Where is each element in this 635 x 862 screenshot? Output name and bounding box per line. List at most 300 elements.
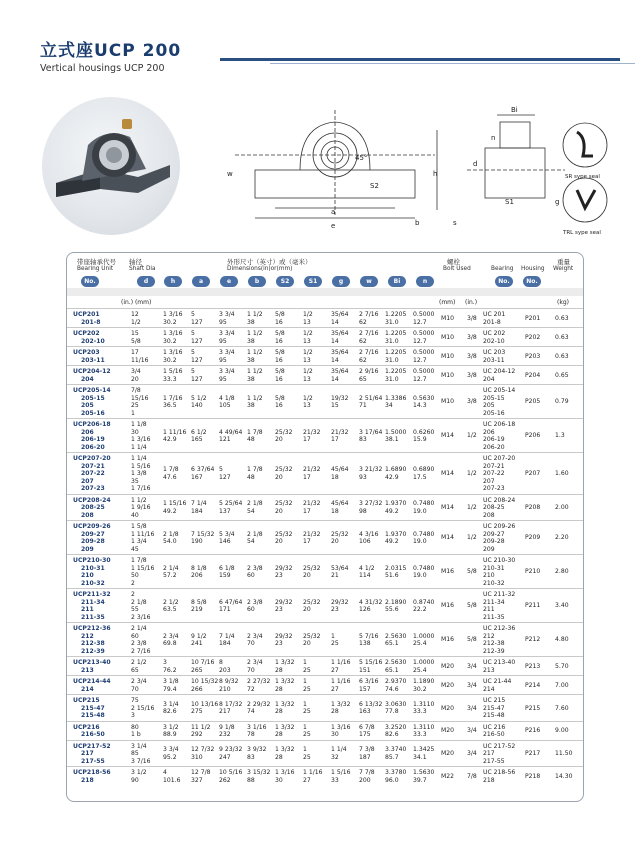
table-cell: 2 1/4 (131, 625, 147, 632)
table-cell: 8 1/8 (191, 564, 207, 572)
page-header (40, 36, 600, 74)
table-cell: 203 (219, 666, 231, 674)
table-cell: 6 47/64 (219, 598, 243, 606)
table-cell: UCP205-14 (73, 387, 111, 394)
table-cell: 215-47 (81, 704, 105, 712)
table-cell: 77.8 (385, 708, 399, 716)
table-cell: UCP213-40 (73, 659, 111, 666)
table-row (67, 656, 583, 675)
table-cell: 1 1/2 (247, 349, 263, 356)
table-cell: 17 (331, 436, 339, 443)
table-cell: 71 (359, 402, 367, 409)
table-cell: 25/32 (275, 500, 293, 508)
table-cell: UC 206-18 (483, 421, 516, 428)
table-cell: 65.1 (385, 640, 399, 647)
pill-5: b (248, 276, 266, 287)
table-cell: 3.40 (555, 602, 569, 610)
table-cell: 157 (359, 685, 371, 693)
table-row (67, 675, 583, 694)
table-cell: 105 (219, 402, 231, 409)
table-cell: 1 1/2 (247, 311, 263, 318)
table-cell: 10 5/16 (219, 769, 243, 776)
table-cell: 2 3/8 (131, 640, 147, 647)
table-cell: 2 27/32 (247, 678, 271, 685)
table-cell: 1 7/16 (163, 394, 183, 402)
table-cell: UC 215 (483, 697, 506, 704)
table-cell: 3 27/32 (359, 500, 383, 508)
table-cell: 0.5000 (413, 349, 435, 356)
table-cell: UCP207-20 (73, 455, 111, 462)
table-cell: 23 (275, 640, 283, 647)
table-cell: 23 (331, 606, 339, 613)
table-cell: UC 203 (483, 349, 506, 356)
table-cell: 40 (131, 511, 139, 519)
table-cell: 0.5000 (413, 311, 435, 318)
table-cell: 38.1 (385, 436, 399, 443)
label-h: h (433, 170, 438, 178)
table-cell: 1 1/4 (331, 746, 347, 754)
table-cell: 3 3/4 (219, 330, 235, 337)
table-cell: 275 (191, 708, 203, 716)
table-cell: 48 (247, 436, 255, 443)
table-cell: 10 15/32 (191, 678, 219, 685)
table-cell: 0.5000 (413, 330, 435, 337)
table-cell: P218 (525, 772, 541, 780)
table-cell: 211 (483, 606, 495, 613)
table-cell: 3 17/64 (359, 428, 383, 436)
table-cell: 213 (81, 666, 94, 674)
table-cell: 206 (483, 428, 495, 436)
table-cell: UCP211-32 (73, 591, 111, 598)
table-cell: 211-35 (81, 613, 105, 621)
table-cell: M14 (441, 504, 455, 511)
table-cell: 22.2 (413, 606, 427, 613)
table-row (67, 694, 583, 721)
table-cell: 14 (331, 318, 339, 326)
table-cell: M14 (441, 470, 455, 477)
table-cell: 29/32 (275, 564, 293, 572)
table-cell: 3/4 (467, 681, 477, 689)
label-e: e (331, 222, 336, 230)
table-cell: 82.6 (163, 708, 177, 716)
table-cell: UC 21-44 (483, 678, 512, 685)
table-cell: 1.6890 (385, 466, 407, 474)
table-cell: 25/32 (303, 632, 321, 640)
table-cell: 1/2 (303, 394, 313, 402)
table-cell: 7/8 (131, 387, 141, 394)
table-cell: 10 7/16 (191, 659, 215, 666)
table-cell: 127 (219, 473, 231, 481)
header-band (67, 288, 583, 296)
table-cell: 209-28 (81, 538, 105, 545)
table-cell: 2.20 (555, 534, 569, 542)
table-cell: 1 7/16 (131, 485, 151, 492)
table-cell: 5/8 (467, 568, 477, 576)
table-row (67, 494, 583, 521)
label-d: d (473, 160, 478, 168)
table-cell: UC 212-36 (483, 625, 516, 632)
table-cell: 16 (275, 337, 283, 345)
table-cell: 0.7480 (413, 564, 435, 572)
table-cell: 17 (303, 507, 311, 515)
table-cell: 31.0 (385, 337, 399, 345)
pill-7: S1 (304, 276, 322, 287)
table-cell: 209-27 (81, 530, 105, 538)
table-cell: 11.50 (555, 750, 573, 757)
table-cell: 72 (247, 685, 255, 693)
table-cell: 1 1/4 (131, 443, 147, 451)
table-cell: 80 (131, 723, 139, 731)
table-cell: 210 (219, 685, 231, 693)
table-cell: 2 (131, 579, 135, 587)
table-cell: 2 7/16 (131, 647, 151, 655)
table-cell: 212-38 (81, 640, 105, 647)
table-cell: 20 (275, 507, 283, 515)
pill-8: g (332, 276, 350, 287)
table-cell: 211-34 (81, 598, 105, 606)
table-cell: 1 1/2 (247, 368, 263, 375)
table-cell: 1/2 (303, 349, 313, 356)
table-cell: 2.00 (555, 504, 569, 511)
label-b: b (415, 219, 420, 227)
table-cell: P215 (525, 704, 541, 712)
table-cell: 25/32 (303, 564, 321, 572)
table-cell: 29/32 (331, 598, 349, 606)
table-cell: 1.5000 (385, 428, 407, 436)
table-cell: 20 (331, 538, 339, 545)
table-cell: 21/32 (303, 500, 321, 508)
table-cell: 2 3/16 (131, 613, 151, 621)
table-cell: 1 (331, 632, 335, 640)
trl-seal-label: TRL sype seal (563, 230, 601, 236)
table-cell: 211 (81, 606, 94, 613)
table-cell: 4 49/64 (219, 428, 243, 436)
table-cell: 6 7/8 (359, 723, 375, 731)
table-cell: 2 1/4 (163, 564, 179, 572)
label-a: a (331, 208, 336, 216)
table-cell: 1/2 (467, 470, 477, 477)
table-cell: 2.9370 (385, 678, 407, 685)
table-cell: 206 (191, 572, 203, 579)
table-cell: UCP209-26 (73, 523, 111, 530)
table-cell: 95.2 (163, 753, 177, 761)
table-cell: 14 (331, 356, 339, 364)
table-cell: 25 (303, 708, 311, 716)
table-cell: 12 (131, 311, 139, 318)
table-cell: 7 1/4 (219, 632, 235, 640)
table-cell: 65 (131, 666, 139, 674)
hdr-shaft-en: Shaft Dia (129, 266, 156, 272)
table-cell: 1.3110 (413, 700, 435, 708)
table-cell: 1 1/16 (303, 769, 323, 776)
table-cell: 54.0 (163, 538, 177, 545)
table-cell: 2 3/4 (131, 678, 147, 685)
table-cell: 1 3/8 (131, 470, 147, 477)
table-cell: P207 (525, 470, 541, 477)
table-cell: 27 (331, 685, 339, 693)
table-cell: 15 (331, 402, 339, 409)
table-cell: 167 (191, 473, 203, 481)
table-cell: 217-55 (81, 757, 105, 765)
table-cell: 212-38 (483, 640, 505, 647)
table-cell: UC 201 (483, 311, 506, 318)
table-row (67, 622, 583, 656)
table-cell: 17 (303, 436, 311, 443)
table-cell: UCP202 (73, 330, 100, 337)
table-cell: M10 (441, 398, 455, 406)
pill-12: No. (495, 276, 513, 287)
table-cell: 217 (81, 750, 94, 757)
table-cell: 207-21 (81, 462, 105, 470)
table-cell: 30 (275, 776, 283, 784)
table-cell: 204 (483, 375, 495, 383)
table-cell: 3/4 (467, 727, 477, 735)
table-cell: 1 15/16 (163, 500, 187, 508)
table-cell: M14 (441, 432, 455, 440)
table-cell: 54 (247, 507, 255, 515)
table-cell: 14 (331, 375, 339, 383)
table-cell: 2.1890 (385, 598, 407, 606)
table-cell: 49.2 (163, 507, 177, 515)
table-cell: 1 1/16 (331, 659, 351, 666)
table-cell: 1 b (131, 731, 141, 738)
table-cell: 137 (219, 507, 231, 515)
table-cell: 1.2205 (385, 368, 407, 375)
table-cell: 210-32 (81, 579, 105, 587)
table-cell: P210 (525, 568, 541, 576)
table-cell: 50 (131, 572, 139, 579)
table-cell: 205 (81, 402, 94, 409)
table-cell: 4 31/32 (359, 598, 383, 606)
table-cell: 34 (385, 402, 393, 409)
table-cell: 0.63 (555, 352, 569, 360)
table-cell: 78 (247, 731, 255, 738)
table-cell: 5.70 (555, 662, 569, 670)
table-cell: 8 17/32 (219, 700, 243, 708)
pill-11: n (416, 276, 434, 287)
label-w: w (227, 170, 233, 178)
table-cell: UCP203 (73, 349, 100, 356)
table-cell: 1 5/16 (163, 368, 183, 375)
table-cell: 205-16 (81, 409, 105, 417)
table-cell: 25.4 (413, 640, 427, 647)
table-cell: UC 205-14 (483, 387, 516, 394)
table-cell: 38 (247, 402, 255, 409)
table-cell: 204 (81, 375, 94, 383)
table-cell: 19/32 (331, 394, 349, 402)
table-cell: 79.4 (163, 685, 177, 693)
table-cell: 5 25/64 (219, 500, 243, 508)
table-cell: 4 1/8 (219, 394, 235, 402)
table-cell: UC 216 (483, 723, 506, 731)
table-cell: 2 29/32 (247, 700, 271, 708)
table-cell: UCP218-56 (73, 769, 111, 776)
pill-9: w (360, 276, 378, 287)
table-cell: 95 (219, 356, 227, 364)
table-cell: 95 (219, 337, 227, 345)
table-cell: 1 7/8 (247, 428, 263, 436)
spec-table (66, 252, 584, 802)
table-cell: 5/8 (467, 636, 477, 644)
table-cell: 2 9/16 (359, 368, 379, 375)
table-cell: 2 3/8 (247, 564, 263, 572)
table-cell: 171 (219, 606, 231, 613)
table-cell: UCP204-12 (73, 368, 111, 375)
table-cell: 1 1/2 (247, 330, 263, 337)
table-cell: 33 (331, 776, 339, 784)
table-cell: 3 21/32 (359, 466, 383, 474)
table-cell: 25 (303, 685, 311, 693)
table-cell: 55.6 (385, 606, 399, 613)
table-row (67, 740, 583, 767)
table-cell: 201-8 (81, 318, 101, 326)
table-cell: 70 (247, 666, 255, 674)
table-cell: 54 (247, 538, 255, 545)
table-cell: 206-19 (81, 436, 105, 443)
table-cell: 1 1/8 (131, 421, 147, 428)
table-cell: 214 (483, 685, 495, 693)
table-cell: 207-21 (483, 462, 505, 470)
table-cell: 5/8 (275, 394, 285, 402)
table-cell: 7.60 (555, 704, 569, 712)
table-cell: 75 (131, 697, 139, 704)
table-cell: 1 3/16 (131, 436, 151, 443)
table-cell: 2 1/2 (163, 598, 179, 606)
table-cell: 74 (247, 708, 255, 716)
hdr-housing-en: Housing (521, 266, 545, 272)
table-cell: 3.3740 (385, 746, 407, 754)
label-n: n (491, 134, 496, 142)
table-cell: 2 51/64 (359, 394, 383, 402)
table-cell: 1.3110 (413, 723, 435, 731)
table-cell: 207-23 (81, 485, 105, 492)
unit-kg: (kg) (557, 299, 569, 306)
table-cell: 215-48 (483, 712, 505, 719)
table-cell: 38 (247, 318, 255, 326)
table-cell: 28 (275, 731, 283, 738)
hdr-dims-en: Dimensions(in)or(mm) (227, 266, 293, 272)
table-row (67, 554, 583, 588)
table-cell: 1.60 (555, 470, 569, 477)
table-cell: 25 (131, 402, 139, 409)
table-cell: 1 5/16 (331, 769, 351, 776)
table-cell: 17.5 (413, 473, 427, 481)
table-cell: 12.7 (413, 356, 427, 364)
table-cell: 23 (275, 572, 283, 579)
table-cell: 241 (191, 640, 203, 647)
table-cell: P203 (525, 352, 541, 360)
table-cell: 7/8 (467, 772, 477, 780)
table-cell: 21/32 (303, 466, 321, 474)
table-cell: 30.2 (163, 337, 177, 345)
table-cell: 3/4 (467, 662, 477, 670)
table-cell: 2 1/2 (131, 659, 147, 666)
table-cell: 5 1/2 (191, 394, 207, 402)
hdr-bolt-en: Bolt Used (443, 266, 471, 272)
product-photo (42, 97, 180, 235)
table-cell: 30.2 (163, 356, 177, 364)
table-cell: 30.2 (413, 685, 427, 693)
table-cell: 11 1/2 (191, 723, 211, 731)
table-cell: 159 (219, 572, 231, 579)
table-cell: 7 15/32 (191, 530, 215, 538)
table-cell: 207-23 (483, 485, 505, 492)
table-row (67, 721, 583, 740)
table-cell: 7 1/4 (191, 500, 207, 508)
table-cell: 21 (331, 572, 339, 579)
table-cell: 3/4 (467, 704, 477, 712)
table-cell: 17 (303, 473, 311, 481)
table-cell: 212 (483, 632, 495, 640)
table-cell: 7 3/8 (359, 746, 375, 754)
table-cell: 1 (303, 723, 307, 731)
table-cell: 39.7 (413, 776, 427, 784)
table-cell: 216-50 (483, 731, 505, 738)
table-cell: 206-20 (483, 443, 505, 451)
table-cell: 57.2 (163, 572, 177, 579)
table-cell: 28 (275, 753, 283, 761)
table-cell: 3 1/8 (163, 678, 179, 685)
table-cell: 33.3 (163, 375, 177, 383)
table-row (67, 452, 583, 494)
table-cell: 85.7 (385, 753, 399, 761)
table-cell: 3 7/16 (131, 757, 151, 765)
table-cell: UCP206-18 (73, 421, 111, 428)
table-cell: 218 (81, 776, 94, 784)
table-cell: UCP216 (73, 723, 100, 731)
table-cell: 1/2 (303, 311, 313, 318)
table-cell: 1 5/16 (131, 462, 151, 470)
table-cell: 25/32 (303, 598, 321, 606)
table-cell: 1/2 (467, 432, 477, 440)
table-cell: UCP212-36 (73, 625, 111, 632)
table-cell: 83 (247, 753, 255, 761)
table-cell: 212 (81, 632, 94, 640)
table-cell: 207 (483, 477, 495, 485)
table-cell: 1/2 (303, 330, 313, 337)
table-cell: 209-27 (483, 530, 505, 538)
table-cell: 62 (359, 356, 367, 364)
table-cell: 209 (483, 545, 495, 553)
table-cell: P202 (525, 333, 541, 341)
table-cell: 232 (219, 731, 231, 738)
table-cell: 83 (359, 436, 367, 443)
table-cell: 1/2 (467, 534, 477, 542)
table-cell: UC 208-24 (483, 496, 516, 504)
table-cell: 5/8 (275, 330, 285, 337)
table-cell: 146 (219, 538, 231, 545)
table-cell: 11/16 (131, 356, 149, 364)
table-cell: 114 (359, 572, 371, 579)
table-cell: 0.79 (555, 398, 569, 406)
table-cell: 219 (191, 606, 203, 613)
table-cell: 25 (331, 640, 339, 647)
table-cell: 6 13/32 (359, 700, 383, 708)
table-cell: 35/64 (331, 349, 349, 356)
table-cell: 1 (303, 659, 307, 666)
table-cell: 88 (247, 776, 255, 784)
table-cell: 3 1/4 (163, 700, 179, 708)
table-cell: 207-22 (483, 470, 505, 477)
table-cell: 18 (331, 507, 339, 515)
table-cell: 205-15 (483, 394, 505, 402)
table-cell: 138 (359, 640, 371, 647)
table-cell: 65.1 (385, 666, 399, 674)
table-cell: 6 3/16 (359, 678, 379, 685)
table-cell: 8 9/32 (219, 678, 239, 685)
table-cell: 175 (359, 731, 371, 738)
table-cell: 2 3/4 (247, 632, 263, 640)
